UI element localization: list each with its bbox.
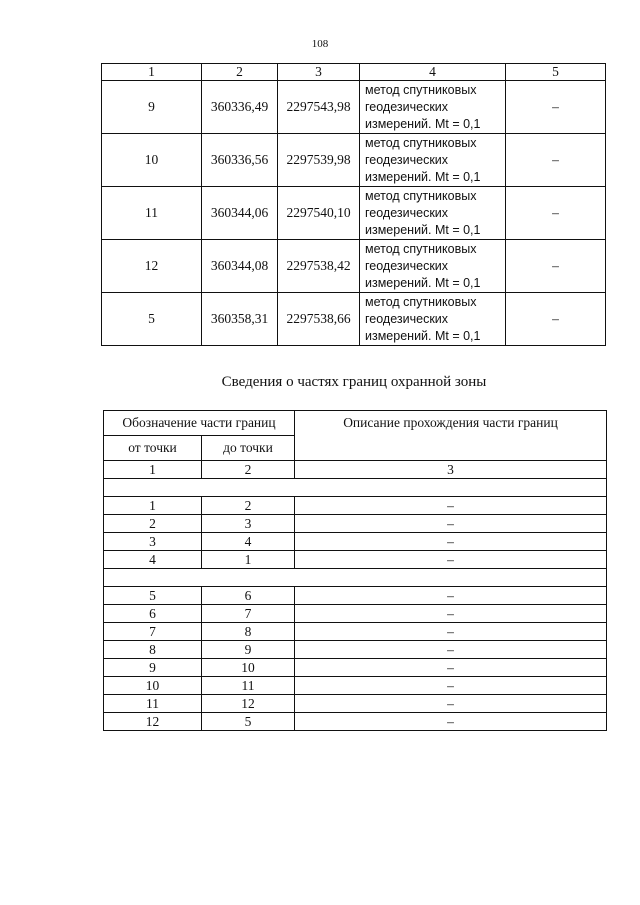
y-coordinate-cell: 2297543,98 — [278, 81, 360, 134]
method-line: геодезических — [365, 311, 449, 326]
boundary-part-row — [104, 551, 607, 569]
from-point-cell: 10 — [104, 677, 202, 695]
coordinate-row — [102, 134, 606, 187]
method-line: измерений. Mt = 0,1 — [365, 222, 481, 237]
to-point-cell: 3 — [202, 515, 295, 533]
column-number: 4 — [360, 64, 506, 81]
column-number: 1 — [102, 64, 202, 81]
description-cell: – — [295, 713, 607, 731]
note-cell: – — [506, 81, 606, 134]
method-line: геодезических — [365, 205, 449, 220]
point-id-cell: 10 — [102, 134, 202, 187]
group-separator-row — [104, 479, 607, 497]
to-point-cell: 9 — [202, 641, 295, 659]
coordinate-row — [102, 293, 606, 346]
from-point-cell: 1 — [104, 497, 202, 515]
from-point-cell: 6 — [104, 605, 202, 623]
from-point-cell: 8 — [104, 641, 202, 659]
boundary-part-row — [104, 587, 607, 605]
coordinate-row — [102, 240, 606, 293]
method-cell — [360, 187, 506, 240]
parts-header-row — [104, 411, 607, 436]
method-line: метод спутниковых — [365, 82, 477, 97]
description-cell: – — [295, 659, 607, 677]
method-line: геодезических — [365, 152, 449, 167]
method-line: измерений. Mt = 0,1 — [365, 169, 481, 184]
column-number: 3 — [278, 64, 360, 81]
y-coordinate-cell: 2297539,98 — [278, 134, 360, 187]
to-point-cell: 8 — [202, 623, 295, 641]
description-cell: – — [295, 587, 607, 605]
method-line: геодезических — [365, 99, 449, 114]
from-point-cell: 11 — [104, 695, 202, 713]
note-cell: – — [506, 134, 606, 187]
group-separator-row — [104, 569, 607, 587]
description-cell: – — [295, 515, 607, 533]
x-coordinate-cell: 360344,06 — [202, 187, 278, 240]
method-line: геодезических — [365, 258, 449, 273]
group-separator-cell — [104, 569, 607, 587]
from-point-cell: 9 — [104, 659, 202, 677]
y-coordinate-cell: 2297538,42 — [278, 240, 360, 293]
to-point-cell: 12 — [202, 695, 295, 713]
description-cell: – — [295, 605, 607, 623]
from-point-cell: 2 — [104, 515, 202, 533]
point-id-cell: 11 — [102, 187, 202, 240]
description-cell: – — [295, 641, 607, 659]
to-point-cell: 1 — [202, 551, 295, 569]
coordinates-header-row — [102, 64, 606, 81]
description-cell: – — [295, 623, 607, 641]
x-coordinate-cell: 360358,31 — [202, 293, 278, 346]
column-number: 2 — [202, 461, 295, 479]
method-line: метод спутниковых — [365, 188, 477, 203]
boundary-part-row — [104, 677, 607, 695]
boundary-parts-table — [103, 410, 607, 731]
coordinates-table — [101, 63, 606, 346]
column-number: 1 — [104, 461, 202, 479]
column-number: 2 — [202, 64, 278, 81]
point-id-cell: 5 — [102, 293, 202, 346]
method-line: измерений. Mt = 0,1 — [365, 275, 481, 290]
to-point-cell: 11 — [202, 677, 295, 695]
description-cell: – — [295, 695, 607, 713]
column-number: 5 — [506, 64, 606, 81]
method-line: измерений. Mt = 0,1 — [365, 328, 481, 343]
point-id-cell: 12 — [102, 240, 202, 293]
from-point-cell: 7 — [104, 623, 202, 641]
from-point-header: от точки — [104, 436, 202, 461]
note-cell: – — [506, 240, 606, 293]
y-coordinate-cell: 2297538,66 — [278, 293, 360, 346]
method-cell — [360, 81, 506, 134]
point-id-cell: 9 — [102, 81, 202, 134]
from-point-cell: 4 — [104, 551, 202, 569]
parts-column-numbers-row — [104, 461, 607, 479]
boundary-part-row — [104, 659, 607, 677]
coordinate-row — [102, 81, 606, 134]
method-line: метод спутниковых — [365, 135, 477, 150]
boundary-part-row — [104, 497, 607, 515]
from-point-cell: 5 — [104, 587, 202, 605]
to-point-cell: 10 — [202, 659, 295, 677]
boundary-part-row — [104, 515, 607, 533]
method-line: измерений. Mt = 0,1 — [365, 116, 481, 131]
to-point-cell: 5 — [202, 713, 295, 731]
page-number: 108 — [311, 38, 329, 50]
description-cell: – — [295, 551, 607, 569]
to-point-cell: 6 — [202, 587, 295, 605]
description-cell: – — [295, 497, 607, 515]
method-line: метод спутниковых — [365, 241, 477, 256]
boundary-part-row — [104, 713, 607, 731]
method-cell — [360, 293, 506, 346]
boundary-part-row — [104, 623, 607, 641]
y-coordinate-cell: 2297540,10 — [278, 187, 360, 240]
note-cell: – — [506, 293, 606, 346]
to-point-cell: 7 — [202, 605, 295, 623]
boundary-part-row — [104, 695, 607, 713]
boundary-part-row — [104, 641, 607, 659]
to-point-cell: 2 — [202, 497, 295, 515]
group-separator-cell — [104, 479, 607, 497]
boundary-part-row — [104, 605, 607, 623]
method-line: метод спутниковых — [365, 294, 477, 309]
description-header: Описание прохождения части границ — [295, 411, 607, 461]
section-title: Сведения о частях границ охранной зоны — [221, 374, 487, 390]
x-coordinate-cell: 360336,49 — [202, 81, 278, 134]
to-point-cell: 4 — [202, 533, 295, 551]
x-coordinate-cell: 360344,08 — [202, 240, 278, 293]
method-cell — [360, 134, 506, 187]
boundary-part-row — [104, 533, 607, 551]
coordinate-row — [102, 187, 606, 240]
designation-header: Обозначение части границ — [104, 411, 295, 436]
to-point-header: до точки — [202, 436, 295, 461]
description-cell: – — [295, 677, 607, 695]
column-number: 3 — [295, 461, 607, 479]
from-point-cell: 12 — [104, 713, 202, 731]
description-cell: – — [295, 533, 607, 551]
method-cell — [360, 240, 506, 293]
note-cell: – — [506, 187, 606, 240]
x-coordinate-cell: 360336,56 — [202, 134, 278, 187]
from-point-cell: 3 — [104, 533, 202, 551]
